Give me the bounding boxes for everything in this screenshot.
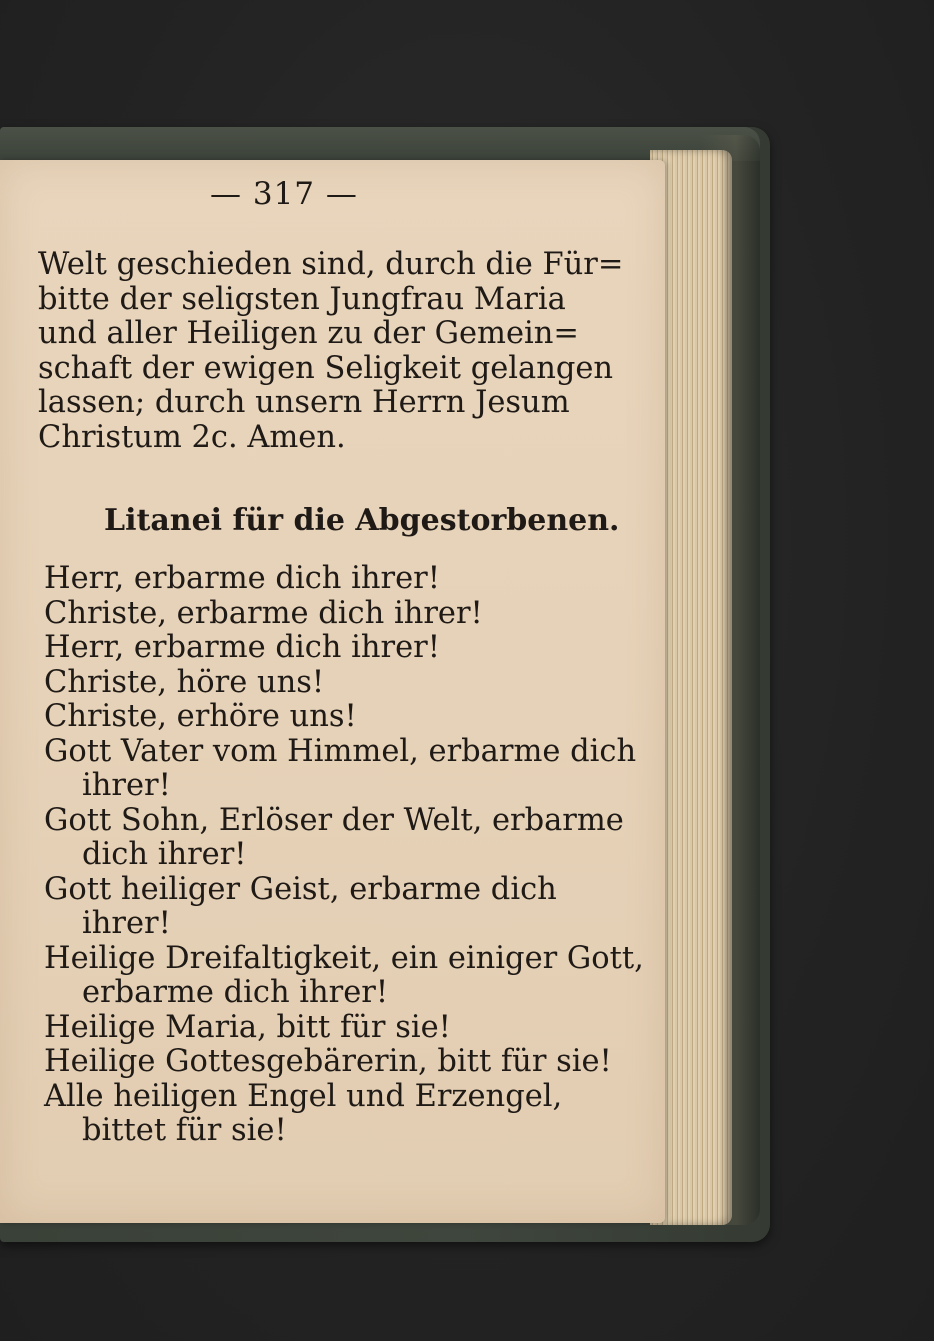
book-cover-top-edge bbox=[0, 127, 760, 161]
page-number: — 317 — bbox=[210, 176, 358, 212]
litany-line: dich ihrer! bbox=[82, 837, 247, 872]
litany-line: Gott heiliger Geist, erbarme dich bbox=[44, 871, 557, 907]
litany-line: ihrer! bbox=[82, 768, 171, 803]
paragraph-line: und aller Heiligen zu der Gemein= bbox=[38, 316, 579, 351]
paragraph-line: Christum 2c. Amen. bbox=[38, 419, 346, 455]
litany-line: Gott Vater vom Himmel, erbarme dich bbox=[44, 733, 637, 769]
paragraph-line: schaft der ewigen Seligkeit gelangen bbox=[38, 350, 614, 386]
litany-line: Alle heiligen Engel und Erzengel, bbox=[44, 1078, 563, 1114]
litany-line: erbarme dich ihrer! bbox=[82, 975, 389, 1010]
litany-line: bittet für sie! bbox=[82, 1113, 287, 1148]
litany-line: Christe, höre uns! bbox=[44, 664, 325, 700]
litany-heading: Litanei für die Abgestorbenen. bbox=[104, 503, 620, 538]
paragraph-line: Welt geschieden sind, durch die Für= bbox=[38, 247, 624, 282]
litany-line: Herr, erbarme dich ihrer! bbox=[44, 630, 440, 665]
litany-list bbox=[44, 562, 644, 1149]
paragraph-line: bitte der seligsten Jungfrau Maria bbox=[38, 281, 566, 317]
litany-line: Heilige Gottesgebärerin, bitt für sie! bbox=[44, 1044, 612, 1079]
litany-line: Christe, erbarme dich ihrer! bbox=[44, 595, 483, 631]
litany-line: Gott Sohn, Erlöser der Welt, erbarme bbox=[44, 802, 624, 838]
litany-line: Herr, erbarme dich ihrer! bbox=[44, 561, 440, 596]
prayer-paragraph bbox=[38, 248, 623, 455]
litany-line: ihrer! bbox=[82, 906, 171, 941]
litany-line: Christe, erhöre uns! bbox=[44, 699, 357, 734]
paragraph-line: lassen; durch unsern Herrn Jesum bbox=[38, 385, 570, 420]
litany-line: Heilige Maria, bitt für sie! bbox=[44, 1009, 451, 1045]
litany-line: Heilige Dreifaltigkeit, ein einiger Gott, bbox=[44, 940, 644, 976]
